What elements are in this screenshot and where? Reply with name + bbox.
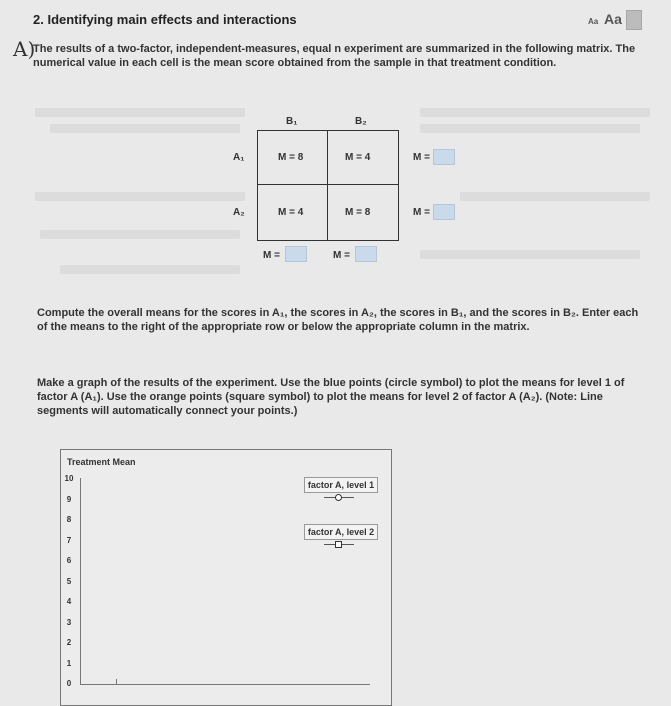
- increase-font-button[interactable]: Aa: [604, 11, 622, 27]
- graph-instructions: [37, 376, 647, 418]
- note-label: (Note:: [545, 391, 578, 403]
- decrease-font-button[interactable]: Aa: [588, 17, 599, 26]
- row-a2-mean-label: M =: [413, 207, 430, 218]
- level-2-square-icon[interactable]: [335, 541, 342, 548]
- ghost-text: [35, 192, 245, 201]
- note-text: Line segments will automatically connect your points.): [37, 391, 603, 417]
- ghost-text: [420, 124, 640, 133]
- ghost-text: [40, 230, 240, 239]
- column-b1-mean-label: M =: [263, 250, 280, 261]
- legend-factor-a-level-1[interactable]: factor A, level 1: [304, 477, 378, 493]
- cell-a2-b2: M = 8: [345, 207, 371, 218]
- handwritten-part-marker: A): [13, 37, 36, 61]
- problem-intro: The results of a two-factor, independent-measures, equal n experiment are summarized in the following matrix. The numerical value in each cell is the mean score obtained from the sample in that treatment condition.: [33, 43, 636, 69]
- question-title: 2. Identifying main effects and interactions: [33, 12, 297, 27]
- y-tick-8: 8: [66, 515, 72, 524]
- ghost-text: [460, 192, 650, 201]
- row-a1-mean-input[interactable]: [433, 149, 455, 165]
- y-tick-9: 9: [66, 495, 72, 504]
- ghost-text: [50, 124, 240, 133]
- ghost-text: [420, 108, 650, 117]
- ghost-text: [60, 265, 240, 274]
- cell-a1-b2: M = 4: [345, 152, 371, 163]
- row-a1-mean-label: M =: [413, 152, 430, 163]
- y-tick-1: 1: [66, 659, 72, 668]
- calculator-icon[interactable]: [626, 10, 642, 30]
- y-tick-0: 0: [66, 679, 72, 688]
- means-matrix: [257, 130, 399, 241]
- y-tick-10: 10: [64, 474, 74, 483]
- y-tick-3: 3: [66, 618, 72, 627]
- column-header-b2: B₂: [355, 116, 367, 127]
- row-header-a2: A₂: [233, 207, 245, 218]
- x-tick-mark: [116, 679, 117, 685]
- y-tick-4: 4: [66, 597, 72, 606]
- cell-a1-b1: M = 8: [278, 152, 304, 163]
- y-tick-7: 7: [66, 536, 72, 545]
- graph-instructions-text: Make a graph of the results of the experiment. Use the blue points (circle symbol) to plot the means for level 1 of factor A (A₁). Use the orange points (square symbol) to plot the means for level 2 of factor A (A₂).: [37, 377, 625, 403]
- column-b2-mean-input[interactable]: [355, 246, 377, 262]
- y-axis-title: Treatment Mean: [67, 457, 136, 467]
- cell-a2-b1: M = 4: [278, 207, 304, 218]
- level-1-circle-icon[interactable]: [335, 494, 342, 501]
- column-b2-mean-label: M =: [333, 250, 350, 261]
- column-header-b1: B₁: [286, 116, 298, 127]
- y-tick-2: 2: [66, 638, 72, 647]
- column-b1-mean-input[interactable]: [285, 246, 307, 262]
- y-axis-line: [80, 478, 81, 684]
- row-header-a1: A₁: [233, 152, 245, 163]
- y-tick-5: 5: [66, 577, 72, 586]
- matrix-divider-vertical: [327, 130, 328, 240]
- matrix-divider-horizontal: [257, 184, 398, 185]
- legend-factor-a-level-2[interactable]: factor A, level 2: [304, 524, 378, 540]
- row-a2-mean-input[interactable]: [433, 204, 455, 220]
- ghost-text: [35, 108, 245, 117]
- compute-instructions: Compute the overall means for the scores in A₁, the scores in A₂, the scores in B₁, and the scores in B₂. Enter each of the means to the right of the appropriate row or below the appropriate column in the matrix.: [37, 307, 639, 333]
- y-tick-6: 6: [66, 556, 72, 565]
- ghost-text: [420, 250, 640, 259]
- x-axis-line: [80, 684, 370, 685]
